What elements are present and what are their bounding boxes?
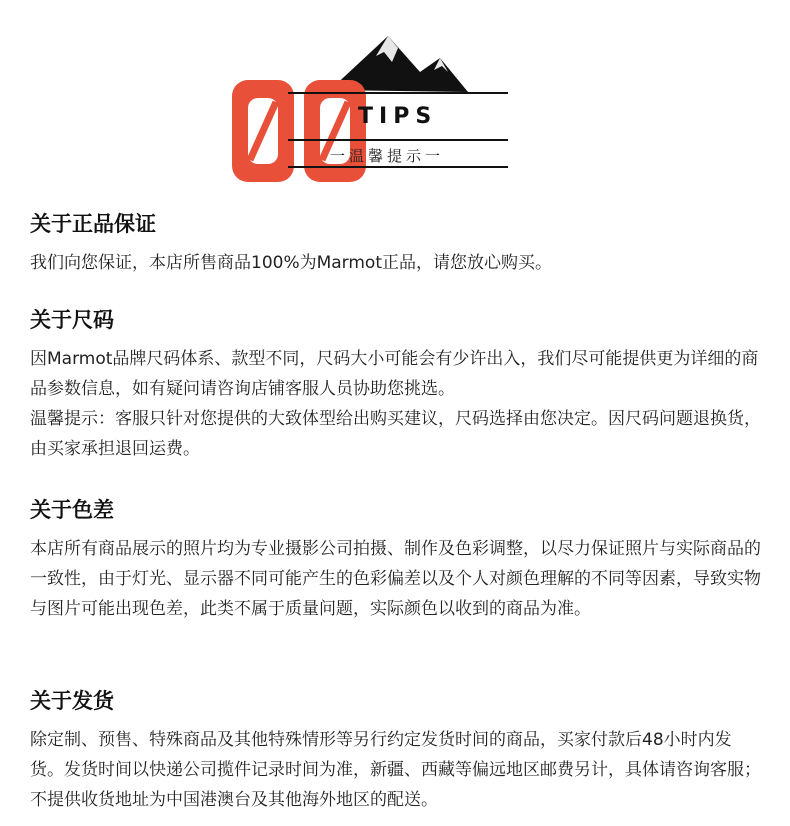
section-paragraph: 本店所有商品展示的照片均为专业摄影公司拍摄、制作及色彩调整，以尽力保证照片与实际商品的一致性，由于灯光、显示器不同可能产生的色彩偏差以及个人对颜色理解的不同等因素，导致实物与图片可能出现色差，此类不属于质量问题，实际颜色以收到的商品为准。	[30, 539, 761, 619]
section-color-difference	[30, 496, 764, 624]
section-heading: 关于发货	[30, 689, 114, 713]
section-paragraph: 我们向您保证，本店所售商品100%为Marmot正品，请您放心购买。	[30, 253, 553, 273]
section-sizing	[30, 306, 764, 464]
section-paragraph-tip: 温馨提示：客服只针对您提供的大致体型给出购买建议，尺码选择由您决定。因尺码问题退换货，由买家承担退回运费。	[30, 409, 761, 459]
tips-graphic	[0, 0, 790, 200]
section-heading: 关于尺码	[30, 308, 114, 332]
section-authenticity	[30, 210, 764, 278]
section-heading: 关于正品保证	[30, 212, 156, 236]
section-paragraph: 除定制、预售、特殊商品及其他特殊情形等另行约定发货时间的商品，买家付款后48小时内发货。发货时间以快递公司揽件记录时间为准，新疆、西藏等偏远地区邮费另计，具体请咨询客服；不提供收货地址为中国港澳台及其他海外地区的配送。	[30, 730, 761, 810]
tips-subtitle: 一温馨提示一	[330, 147, 445, 165]
section-shipping	[30, 687, 764, 815]
tips-title: TIPS	[358, 104, 438, 129]
section-paragraph: 因Marmot品牌尺码体系、款型不同，尺码大小可能会有少许出入，我们尽可能提供更为详细的商品参数信息，如有疑问请咨询店铺客服人员协助您挑选。	[30, 349, 759, 399]
section-heading: 关于色差	[30, 498, 114, 522]
tips-header	[0, 0, 790, 200]
